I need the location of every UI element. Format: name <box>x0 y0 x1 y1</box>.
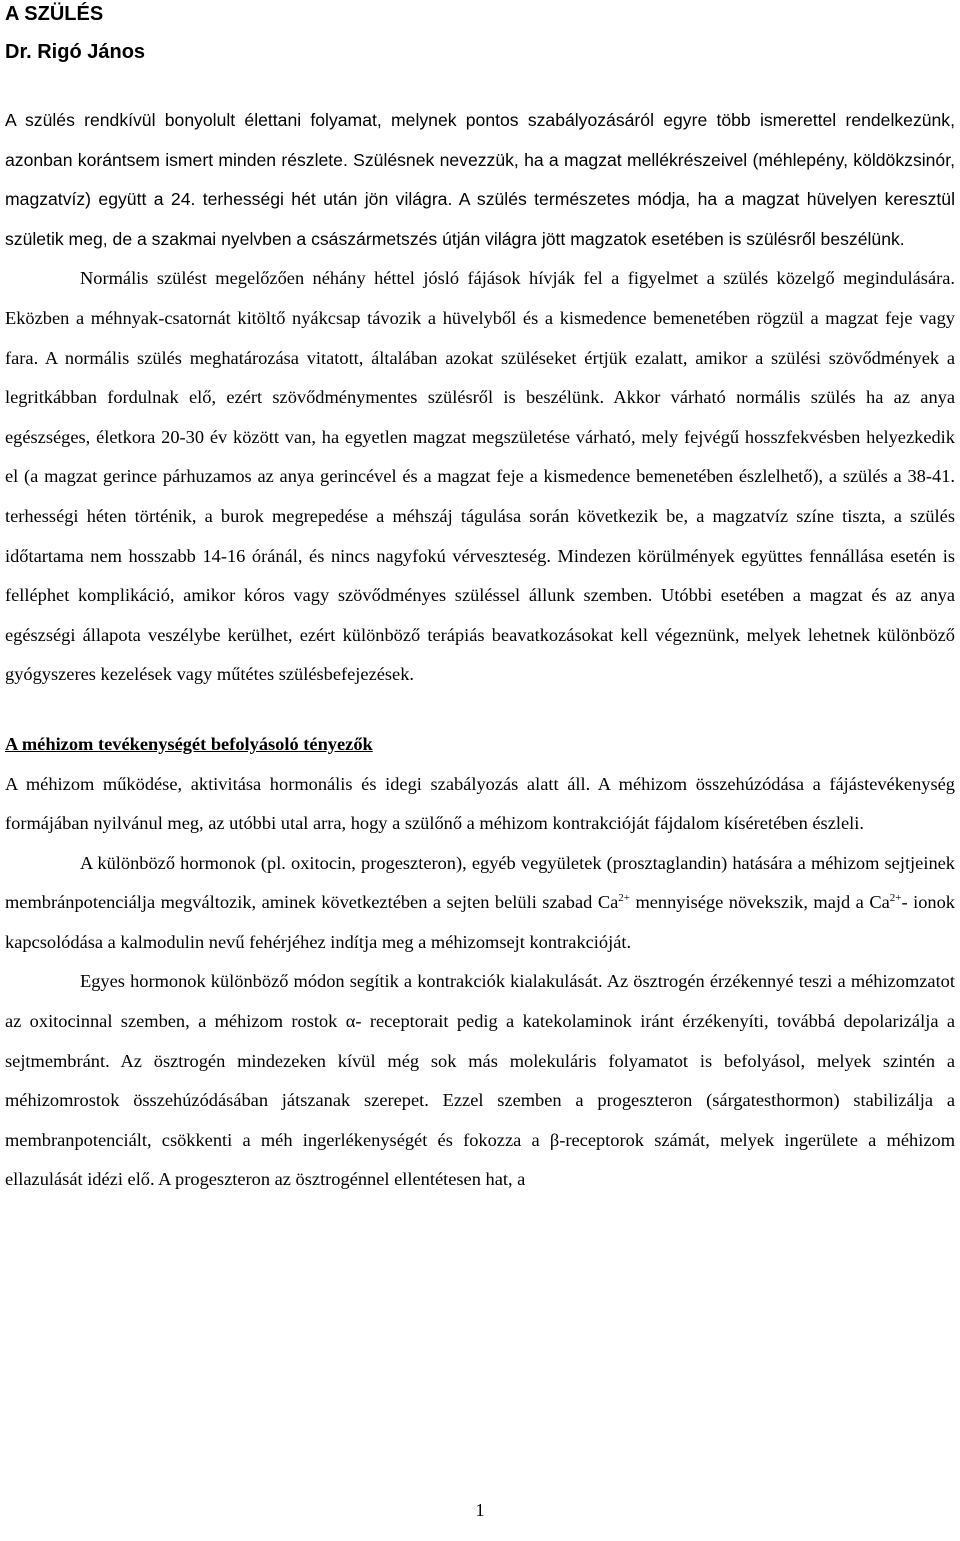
document-title: A SZÜLÉS <box>5 3 104 25</box>
section-heading: A méhizom tevékenységét befolyásoló tényezők <box>5 733 373 754</box>
document-author: Dr. Rigó János <box>5 41 146 63</box>
section-paragraph-3: Egyes hormonok különböző módon segítik a kontrakciók kialakulását. Az ösztrogén érzékennyé teszi a méhizomzatot az oxitocinnal szemben, a méhizom rostok α- receptorait pedig a katekolaminok iránt érzékenyíti, továbbá depolarizálja a sejtmembránt. Az ösztrogén mindezeken kívül még sok más molekuláris folyamatot is befolyásol, melyek szintén a méhizomrostok összehúzódásában játszanak szerepet. Ezzel szemben a progeszteron (sárgatesthormon) stabilizálja a membranpotenciált, csökkenti a méh ingerlékenységét és fokozza a β-receptorok számát, melyek ingerülete a méhizom ellazulását idézi elő. A progeszteron az ösztrogénnel ellentétesen hat, a <box>5 971 955 1190</box>
intro-paragraph-2: Normális szülést megelőzően néhány héttel jósló fájások hívják fel a figyelmet a szülés közelgő megindulására. Eközben a méhnyak-csatornát kitöltő nyákcsap távozik a hüvelyből és a kismedence bemenetében rögzül a magzat feje vagy fara. A normális szülés meghatározása vitatott, általában azokat szüléseket értjük ezalatt, amikor a szülési szövődmények a legritkábban fordulnak elő, ezért szövődménymentes szülésről is beszélünk. Akkor várható normális szülés ha az anya egészséges, életkora 20-30 év között van, ha egyetlen magzat megszületése várható, mely fejvégű hosszfekvésben helyezkedik el (a magzat gerince párhuzamos az anya gerincével és a magzat feje a kismedence bemenetében észlelhető), a szülés a 38-41. terhességi héten történik, a burok megrepedése a méhszáj tágulása során következik be, a magzatvíz színe tiszta, a szülés időtartama nem hosszabb 14-16 óránál, és nincs nagyfokú vérveszteség. Mindezen körülmények együttes fennállása esetén is felléphet komplikáció, amikor kóros vagy szövődményes szüléssel állunk szemben. Utóbbi esetében a magzat és az anya egészségi állapota veszélybe kerülhet, ezért különböző terápiás beavatkozásokat kell végeznünk, melyek lehetnek különböző gyógyszeres kezelések vagy műtétes szülésbefejezések. <box>5 268 955 685</box>
section-paragraph-2 <box>5 844 955 963</box>
intro-paragraph-1 <box>5 101 955 259</box>
document-page <box>5 0 955 1200</box>
section-paragraph-2-text-a: A különböző hormonok (pl. oxitocin, progeszteron), egyéb vegyületek (prosztaglandin) hatására a méhizom sejtjeinek membránpotenciálja megváltozik, aminek következtében a sejten belüli szabad Ca <box>5 852 955 913</box>
superscript-charge-1: 2+ <box>618 892 630 905</box>
section-paragraph-2-text-b: mennyisége növekszik, majd a Ca <box>629 892 890 913</box>
intro-paragraph-1-text: A szülés rendkívül bonyolult élettani folyamat, melynek pontos szabályozásáról egyre több ismerettel rendelkezünk, azonban korántsem ismert minden részlete. Szülésnek nevezzük, ha a magzat mellékrészeivel (méhlepény, köldökzsinór, magzatvíz) együtt a 24. terhességi hét után jön világra. A szülés természetes módja, ha a magzat hüvelyen keresztül születik meg, de a szakmai nyelvben a császármetszés útján világra jött magzatok esetében is szülésről beszélünk. <box>5 110 955 249</box>
superscript-charge-2: 2+ <box>889 892 902 905</box>
page-number: 1 <box>475 1500 485 1520</box>
section-paragraph-2-text-c: - ionok kapcsolódása a kalmodulin nevű fehérjéhez indítja meg a méhizomsejt kontrakcióját. <box>5 892 955 952</box>
section-paragraph-1: A méhizom működése, aktivitása hormonális és idegi szabályozás alatt áll. A méhizom összehúzódása a fájástevékenység formájában nyilvánul meg, az utóbbi utal arra, hogy a szülőnő a méhizom kontrakcióját fájdalom kíséretében észleli. <box>5 773 955 834</box>
